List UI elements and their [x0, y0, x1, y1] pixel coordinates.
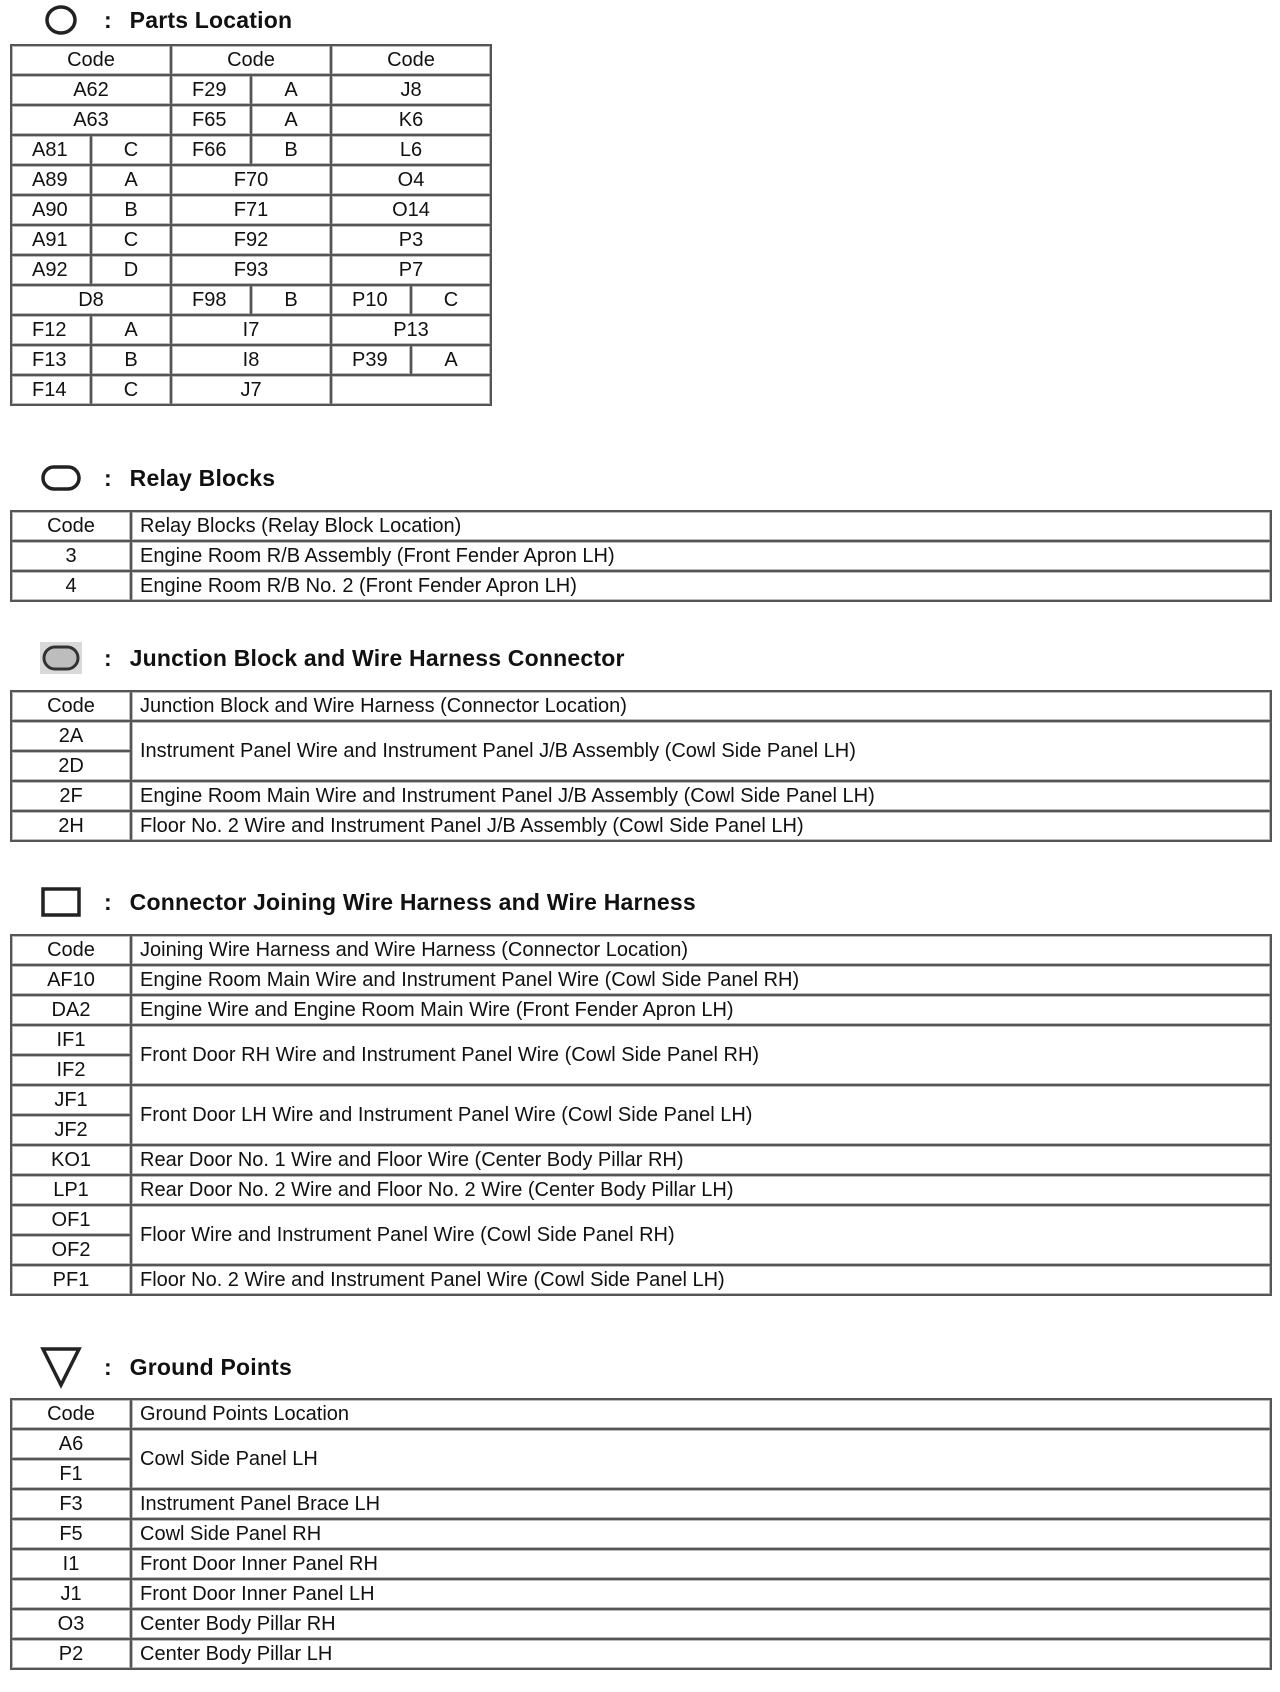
part-suffix-cell: A: [411, 345, 491, 375]
location-cell: Front Door RH Wire and Instrument Panel Wire (Cowl Side Panel RH): [131, 1025, 1271, 1085]
location-column-header: Relay Blocks (Relay Block Location): [131, 511, 1271, 541]
location-cell: Front Door Inner Panel RH: [131, 1549, 1271, 1579]
table-row: [11, 811, 1271, 841]
code-cell: KO1: [11, 1145, 131, 1175]
location-cell: Front Door LH Wire and Instrument Panel Wire (Cowl Side Panel LH): [131, 1085, 1271, 1145]
part-suffix-cell: A: [91, 165, 171, 195]
table-header-row: [11, 1399, 1271, 1429]
code-cell: 2H: [11, 811, 131, 841]
section-title: Parts Location: [129, 6, 293, 33]
rounded-rect-symbol-icon: [36, 460, 86, 496]
table-row: [11, 1489, 1271, 1519]
table-row: [11, 995, 1271, 1025]
table-header-row: [11, 45, 491, 75]
part-code-cell: P39: [331, 345, 411, 375]
connector-table: [10, 934, 1272, 1296]
part-code-cell: O4: [331, 165, 491, 195]
location-cell: Instrument Panel Brace LH: [131, 1489, 1271, 1519]
table-header-row: [11, 691, 1271, 721]
code-cell: LP1: [11, 1175, 131, 1205]
section-title: Junction Block and Wire Harness Connector: [129, 644, 625, 671]
table-header-row: [11, 935, 1271, 965]
table-row: [11, 225, 491, 255]
section-title: Relay Blocks: [129, 464, 276, 491]
location-cell: Rear Door No. 1 Wire and Floor Wire (Center Body Pillar RH): [131, 1145, 1271, 1175]
code-cell: I1: [11, 1549, 131, 1579]
table-row: [11, 195, 491, 225]
part-suffix-cell: C: [411, 285, 491, 315]
table-row: [11, 165, 491, 195]
location-cell: Engine Room R/B Assembly (Front Fender Apron LH): [131, 541, 1271, 571]
table-row: [11, 75, 491, 105]
location-column-header: Ground Points Location: [131, 1399, 1271, 1429]
code-cell: F3: [11, 1489, 131, 1519]
location-cell: Floor No. 2 Wire and Instrument Panel Wire (Cowl Side Panel LH): [131, 1265, 1271, 1295]
shaded-rounded-rect-symbol-icon: [36, 640, 86, 676]
location-cell: Engine Room Main Wire and Instrument Panel J/B Assembly (Cowl Side Panel LH): [131, 781, 1271, 811]
code-cell: OF2: [11, 1235, 131, 1265]
relay-blocks-heading: : Relay Blocks: [36, 460, 275, 496]
table-row: [11, 965, 1271, 995]
part-suffix-cell: B: [251, 135, 331, 165]
location-cell: Instrument Panel Wire and Instrument Panel J/B Assembly (Cowl Side Panel LH): [131, 721, 1271, 781]
table-row: [11, 345, 491, 375]
table-row: [11, 541, 1271, 571]
table-row: [11, 255, 491, 285]
table-row: [11, 1085, 1271, 1115]
table-row: [11, 781, 1271, 811]
code-cell: PF1: [11, 1265, 131, 1295]
part-code-cell: A89: [11, 165, 91, 195]
part-code-cell: F70: [171, 165, 331, 195]
part-code-cell: [331, 375, 491, 405]
part-code-cell: A92: [11, 255, 91, 285]
table-row: [11, 1145, 1271, 1175]
part-code-cell: A63: [11, 105, 171, 135]
part-code-cell: P7: [331, 255, 491, 285]
part-code-cell: F65: [171, 105, 251, 135]
code-cell: 2F: [11, 781, 131, 811]
part-code-cell: F92: [171, 225, 331, 255]
table-header-row: [11, 511, 1271, 541]
part-suffix-cell: A: [91, 315, 171, 345]
code-cell: P2: [11, 1639, 131, 1669]
location-cell: Center Body Pillar LH: [131, 1639, 1271, 1669]
location-cell: Engine Room R/B No. 2 (Front Fender Apron LH): [131, 571, 1271, 601]
ground-points-table: [10, 1398, 1272, 1670]
square-symbol-icon: [36, 884, 86, 920]
part-suffix-cell: B: [91, 345, 171, 375]
table-row: [11, 1609, 1271, 1639]
part-code-cell: A81: [11, 135, 91, 165]
column-header: Code: [11, 45, 171, 75]
part-suffix-cell: A: [251, 105, 331, 135]
code-cell: OF1: [11, 1205, 131, 1235]
location-column-header: Joining Wire Harness and Wire Harness (Connector Location): [131, 935, 1271, 965]
code-cell: F5: [11, 1519, 131, 1549]
parts-location-heading: : Parts Location: [36, 2, 292, 38]
part-suffix-cell: B: [91, 195, 171, 225]
part-code-cell: I8: [171, 345, 331, 375]
location-column-header: Junction Block and Wire Harness (Connector Location): [131, 691, 1271, 721]
location-cell: Engine Wire and Engine Room Main Wire (Front Fender Apron LH): [131, 995, 1271, 1025]
part-code-cell: P10: [331, 285, 411, 315]
table-row: [11, 1519, 1271, 1549]
table-row: [11, 1579, 1271, 1609]
table-row: [11, 1429, 1271, 1459]
code-column-header: Code: [11, 935, 131, 965]
code-cell: 4: [11, 571, 131, 601]
part-code-cell: F14: [11, 375, 91, 405]
part-code-cell: F98: [171, 285, 251, 315]
table-row: [11, 285, 491, 315]
location-cell: Floor Wire and Instrument Panel Wire (Cowl Side Panel RH): [131, 1205, 1271, 1265]
code-cell: IF1: [11, 1025, 131, 1055]
part-code-cell: F12: [11, 315, 91, 345]
part-code-cell: A62: [11, 75, 171, 105]
triangle-symbol-icon: [36, 1349, 86, 1385]
code-cell: DA2: [11, 995, 131, 1025]
part-code-cell: O14: [331, 195, 491, 225]
part-code-cell: A90: [11, 195, 91, 225]
connector-heading: : Connector Joining Wire Harness and Wire Harness: [36, 884, 696, 920]
table-row: [11, 721, 1271, 751]
part-code-cell: F29: [171, 75, 251, 105]
circle-symbol-icon: [36, 2, 86, 38]
code-column-header: Code: [11, 691, 131, 721]
code-cell: F1: [11, 1459, 131, 1489]
junction-block-heading: : Junction Block and Wire Harness Connector: [36, 640, 625, 676]
part-code-cell: F13: [11, 345, 91, 375]
code-cell: IF2: [11, 1055, 131, 1085]
section-title: Connector Joining Wire Harness and Wire Harness: [129, 888, 696, 915]
part-suffix-cell: C: [91, 225, 171, 255]
code-cell: O3: [11, 1609, 131, 1639]
table-row: [11, 1205, 1271, 1235]
part-code-cell: P13: [331, 315, 491, 345]
part-code-cell: K6: [331, 105, 491, 135]
table-row: [11, 1639, 1271, 1669]
table-row: [11, 135, 491, 165]
column-header: Code: [331, 45, 491, 75]
part-suffix-cell: D: [91, 255, 171, 285]
location-cell: Center Body Pillar RH: [131, 1609, 1271, 1639]
code-cell: JF2: [11, 1115, 131, 1145]
table-row: [11, 1025, 1271, 1055]
column-header: Code: [171, 45, 331, 75]
table-row: [11, 1265, 1271, 1295]
part-suffix-cell: C: [91, 375, 171, 405]
code-cell: AF10: [11, 965, 131, 995]
table-row: [11, 315, 491, 345]
code-cell: 2A: [11, 721, 131, 751]
code-cell: JF1: [11, 1085, 131, 1115]
part-code-cell: F66: [171, 135, 251, 165]
part-code-cell: D8: [11, 285, 171, 315]
part-suffix-cell: C: [91, 135, 171, 165]
code-column-header: Code: [11, 511, 131, 541]
ground-points-heading: : Ground Points: [36, 1349, 292, 1385]
location-cell: Front Door Inner Panel LH: [131, 1579, 1271, 1609]
junction-block-table: [10, 690, 1272, 842]
relay-blocks-table: [10, 510, 1272, 602]
table-row: [11, 105, 491, 135]
part-code-cell: J7: [171, 375, 331, 405]
table-row: [11, 571, 1271, 601]
part-code-cell: L6: [331, 135, 491, 165]
code-column-header: Code: [11, 1399, 131, 1429]
part-code-cell: F93: [171, 255, 331, 285]
part-code-cell: J8: [331, 75, 491, 105]
section-title: Ground Points: [129, 1353, 292, 1380]
code-cell: J1: [11, 1579, 131, 1609]
location-cell: Floor No. 2 Wire and Instrument Panel J/B Assembly (Cowl Side Panel LH): [131, 811, 1271, 841]
location-cell: Rear Door No. 2 Wire and Floor No. 2 Wire (Center Body Pillar LH): [131, 1175, 1271, 1205]
location-cell: Cowl Side Panel RH: [131, 1519, 1271, 1549]
code-cell: 2D: [11, 751, 131, 781]
code-cell: 3: [11, 541, 131, 571]
part-code-cell: A91: [11, 225, 91, 255]
table-row: [11, 375, 491, 405]
location-cell: Cowl Side Panel LH: [131, 1429, 1271, 1489]
table-row: [11, 1175, 1271, 1205]
part-code-cell: F71: [171, 195, 331, 225]
part-code-cell: P3: [331, 225, 491, 255]
parts-location-table: [10, 44, 492, 406]
code-cell: A6: [11, 1429, 131, 1459]
part-code-cell: I7: [171, 315, 331, 345]
part-suffix-cell: B: [251, 285, 331, 315]
part-suffix-cell: A: [251, 75, 331, 105]
table-row: [11, 1549, 1271, 1579]
location-cell: Engine Room Main Wire and Instrument Panel Wire (Cowl Side Panel RH): [131, 965, 1271, 995]
